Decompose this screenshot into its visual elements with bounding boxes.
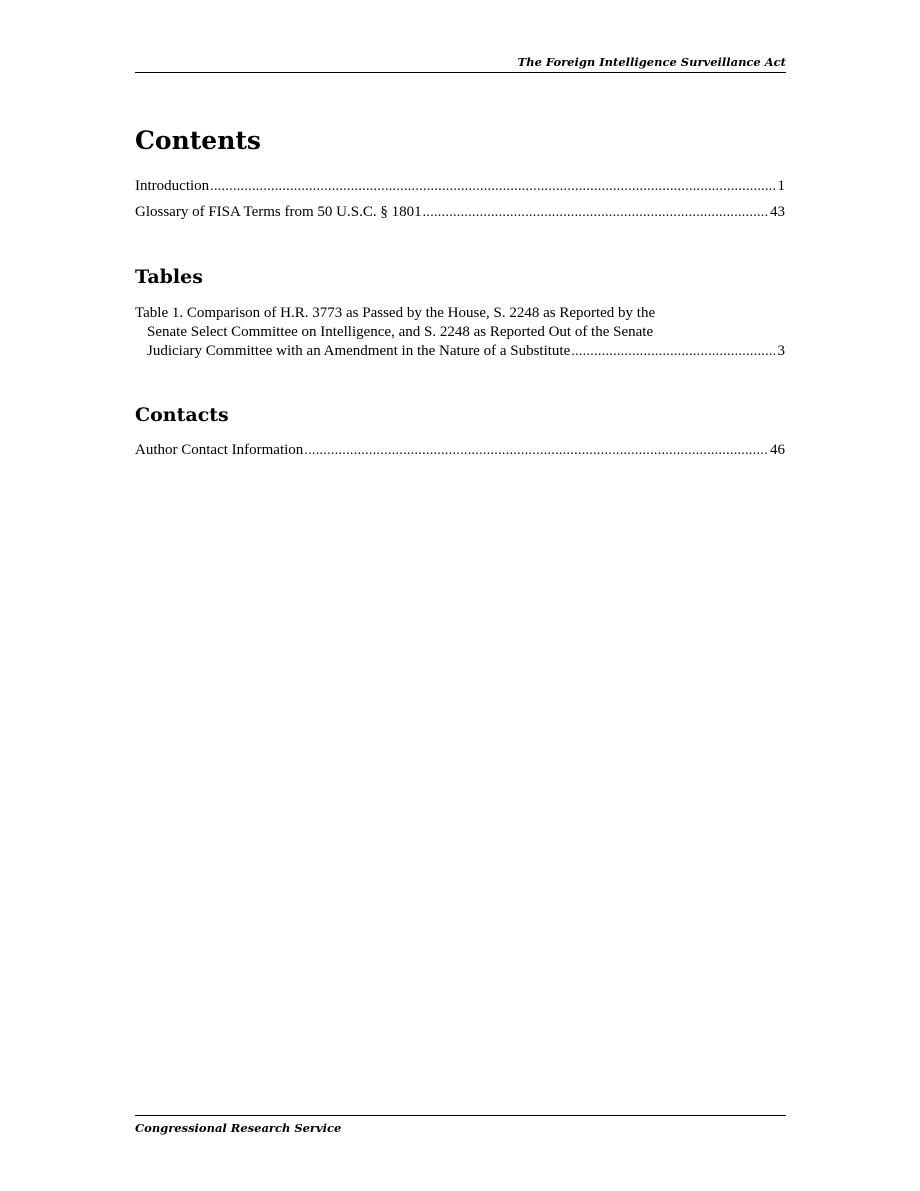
toc-entry-title-line-1: Table 1. Comparison of H.R. 3773 as Passed by the House, S. 2248 as Reported by the <box>135 305 656 321</box>
toc-entry-page: 46 <box>770 442 785 458</box>
toc-entry-title: Author Contact Information <box>135 442 304 458</box>
toc-entry-glossary[interactable] <box>135 203 785 222</box>
running-footer <box>135 1115 786 1135</box>
toc-entry-page: 1 <box>777 178 785 194</box>
toc-entry-introduction[interactable] <box>135 177 785 196</box>
toc-entry-author-contact[interactable] <box>135 441 785 460</box>
dot-leader <box>571 342 775 361</box>
dot-leader <box>304 441 768 460</box>
tables-heading: Tables <box>135 266 203 288</box>
contents-heading: Contents <box>135 126 262 155</box>
toc-entry-table-1[interactable] <box>135 304 785 361</box>
toc-entry-title: Glossary of FISA Terms from 50 U.S.C. § 1801 <box>135 204 422 220</box>
dot-leader <box>423 203 768 222</box>
toc-entry-last-line <box>135 342 785 361</box>
toc-entry-page: 3 <box>777 343 785 359</box>
dot-leader <box>210 177 775 196</box>
contacts-heading: Contacts <box>135 404 229 426</box>
running-header <box>135 55 786 73</box>
toc-entry-page: 43 <box>770 204 785 220</box>
running-header-title: The Foreign Intelligence Surveillance Act <box>517 55 786 69</box>
toc-entry-title-line-3: Judiciary Committee with an Amendment in the Nature of a Substitute <box>147 343 571 359</box>
running-footer-text: Congressional Research Service <box>135 1121 342 1135</box>
toc-entry-title-line-2: Senate Select Committee on Intelligence, and S. 2248 as Reported Out of the Senate <box>147 324 654 340</box>
toc-entry-title: Introduction <box>135 178 210 194</box>
